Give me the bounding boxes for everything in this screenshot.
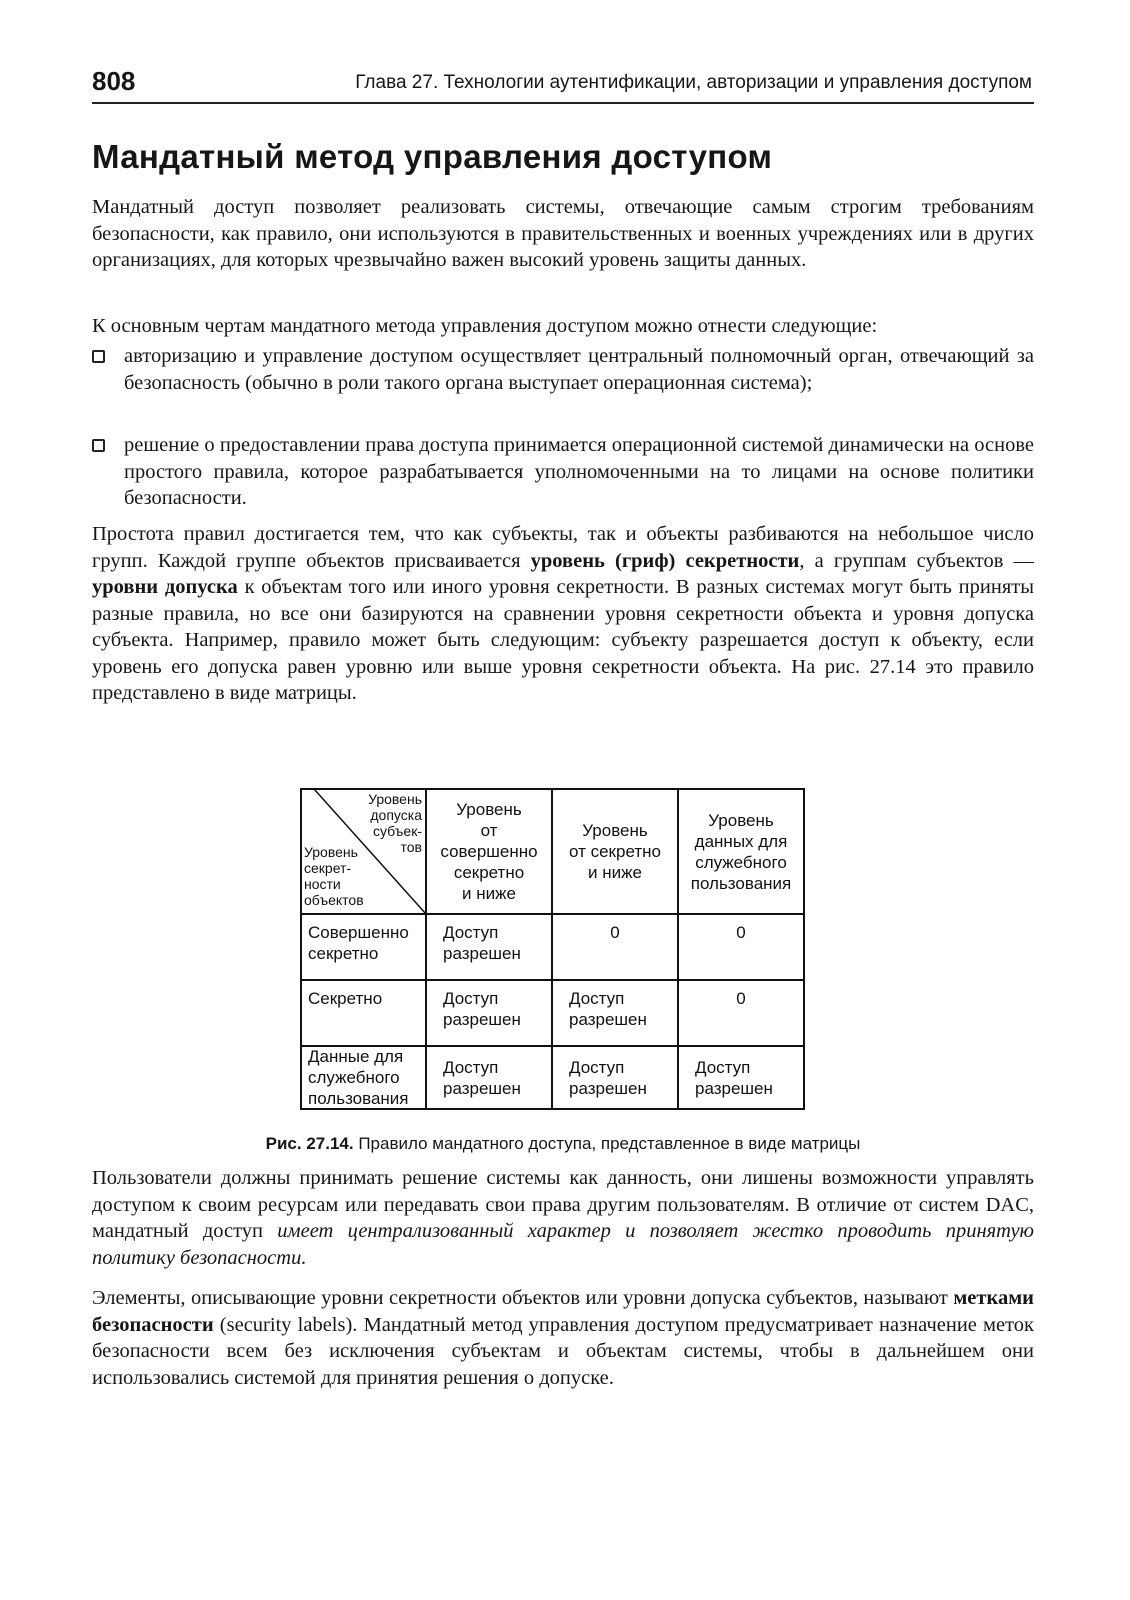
bold-term-clearance-levels: уровни допуска	[92, 576, 238, 598]
matrix-cell-r3-c1-line: разрешен	[443, 1078, 521, 1098]
bullet-text-1: авторизацию и управление доступом осуществляет центральный полномочный орган, отвечающий за безопасность (обычно в роли такого органа выступает операционная система);	[124, 345, 1034, 394]
matrix-cell-r2-c3	[678, 988, 804, 1009]
checkbox-bullet-icon	[92, 350, 105, 363]
matrix-cell-r2-c2-line: Доступ	[569, 989, 625, 1008]
column-header-3-line: Уровень	[708, 810, 774, 830]
row-label-3-line: Данные для	[308, 1047, 404, 1066]
column-header-1-line: совершенно	[440, 842, 538, 861]
matrix-cell-r3-c1-line: Доступ	[443, 1057, 499, 1077]
matrix-cell-r3-c2-line: разрешен	[569, 1078, 647, 1098]
matrix-cell-r3-c2-line: Доступ	[569, 1057, 625, 1077]
corner-top-line: Уровень	[368, 791, 422, 807]
corner-bottom-line: Уровень	[304, 844, 358, 860]
matrix-cell-r3-c3-line: Доступ	[695, 1057, 751, 1077]
matrix-cell-r1-c1	[443, 922, 549, 964]
matrix-cell-r2-c2	[569, 988, 675, 1030]
matrix-cell-r1-c1-line: разрешен	[443, 944, 521, 963]
matrix-cell-r3-c3	[695, 1057, 801, 1099]
paragraph-1: Мандатный доступ позволяет реализовать системы, отвечающие самым строгим требованиям безопасности, как правило, они используются в правительственных и военных учреждениях или в других организациях, для которых чрезвычайно важен высокий уровень защиты данных.	[92, 196, 1034, 271]
page-number: 808	[92, 66, 136, 96]
matrix-cell-r1-c2	[552, 922, 678, 943]
matrix-cell-r2-c1-line: разрешен	[443, 1010, 521, 1029]
matrix-cell-r1-c1-line: Доступ	[443, 923, 499, 942]
bold-term-security-level: уровень (гриф) секретности	[530, 549, 800, 572]
paragraph-4	[92, 1165, 1034, 1271]
corner-bottom-line: ности	[304, 876, 341, 892]
caption-text: Правило мандатного доступа, представленное в виде матрицы	[358, 1134, 861, 1153]
row-label-3	[308, 1046, 423, 1109]
corner-top-line: субъек-	[372, 823, 422, 839]
column-header-2-line: и ниже	[588, 863, 642, 882]
matrix-cell-r1-c3-line: 0	[736, 923, 746, 942]
matrix-cell-r3-c1	[443, 1057, 549, 1099]
bullet-item-1	[92, 343, 1034, 396]
matrix-cell-r2-c1	[443, 988, 549, 1030]
column-header-1-line: от	[480, 821, 498, 840]
corner-bottom-line: объектов	[304, 892, 364, 908]
row-label-1-line: Совершенно	[308, 923, 409, 942]
corner-object-label	[304, 844, 394, 908]
row-label-1-line: секретно	[308, 944, 379, 963]
column-header-2-line: Уровень	[582, 821, 648, 840]
text-run: , а группам субъектов —	[799, 549, 1035, 572]
matrix-cell-r2-c2-line: разрешен	[569, 1010, 647, 1029]
italic-emphasis: имеет централизованный характер и позволяет жестко проводить принятую политику безопасности.	[92, 1220, 1034, 1269]
section-title: Мандатный метод управления доступом	[92, 138, 773, 175]
column-header-2-line: от секретно	[569, 842, 661, 861]
paragraph-5	[92, 1285, 1034, 1391]
bold-term-security-labels: метками безопасности	[92, 1287, 1034, 1336]
column-header-1	[428, 799, 550, 904]
matrix-cell-r3-c3-line: разрешен	[695, 1078, 773, 1098]
access-matrix-figure	[265, 788, 861, 1153]
chapter-title: Глава 27. Технологии аутентификации, авторизации и управления доступом	[355, 72, 1032, 93]
text-run: (security labels). Мандатный метод управления доступом предусматривает назначение меток безопасности всем без исключения субъектам и объектам системы, чтобы в дальнейшем они использовались системой для принятия решения о допуске.	[92, 1313, 1034, 1389]
figure-caption	[92, 1134, 1034, 1154]
corner-bottom-line: секрет-	[304, 860, 352, 876]
matrix-cell-r3-c2	[569, 1057, 675, 1099]
row-label-3-line: пользования	[308, 1089, 409, 1108]
text-run: Пользователи должны принимать решение системы как данность, они лишены возможности управлять доступом к своим ресурсам или передавать свои права другим пользователям. В отличие от систем DAC, мандатный доступ	[92, 1167, 1034, 1242]
caption-label: Рис. 27.14.	[265, 1134, 354, 1153]
row-label-2	[308, 988, 423, 1009]
bullet-text-2: решение о предоставлении права доступа принимается операционной системой динамически на основе простого правила, которое разрабатывается уполномоченными на то лицами на основе политики безопасности.	[124, 434, 1034, 509]
bullet-item-2	[92, 432, 1034, 512]
corner-top-line: тов	[400, 839, 422, 855]
column-header-3-line: данных для	[694, 831, 788, 851]
row-label-2-line: Секретно	[308, 989, 383, 1008]
column-header-1-line: и ниже	[462, 884, 516, 903]
column-header-3-line: служебного	[695, 852, 787, 872]
paragraph-3	[92, 521, 1034, 707]
corner-top-line: допуска	[370, 807, 422, 823]
column-header-3	[680, 810, 802, 894]
matrix-cell-r2-c1-line: Доступ	[443, 989, 499, 1008]
checkbox-bullet-icon	[92, 439, 105, 452]
column-header-1-line: Уровень	[456, 800, 522, 819]
running-header	[92, 66, 1034, 104]
matrix-cell-r1-c3	[678, 922, 804, 943]
text-run: Простота правил достигается тем, что как субъекты, так и объекты разбиваются на небольшое число групп. Каждой группе объектов присваивается	[92, 523, 1034, 572]
paragraph-2: К основным чертам мандатного метода управления доступом можно отнести следующие:	[92, 315, 878, 337]
text-run: к объектам того или иного уровня секретности. В разных системах могут быть приняты разные правила, но все они базируются на сравнении уровня секретности объекта и уровня допуска субъекта. Например, правило может быть следующим: субъекту разрешается доступ к объекту, если уровень его допуска равен уровню или выше уровня секретности объекта. На рис. 27.14 это правило представлено в виде матрицы.	[92, 576, 1034, 704]
row-label-1	[308, 922, 423, 964]
row-label-3-line: служебного	[308, 1068, 400, 1087]
column-header-3-line: пользования	[690, 873, 792, 893]
text-run: Элементы, описывающие уровни секретности объектов или уровни допуска субъектов, называют	[92, 1287, 954, 1309]
column-header-1-line: секретно	[453, 863, 525, 882]
matrix-cell-r2-c3-line: 0	[736, 989, 746, 1008]
matrix-cell-r1-c2-line: 0	[610, 923, 620, 942]
column-header-2	[554, 820, 676, 883]
